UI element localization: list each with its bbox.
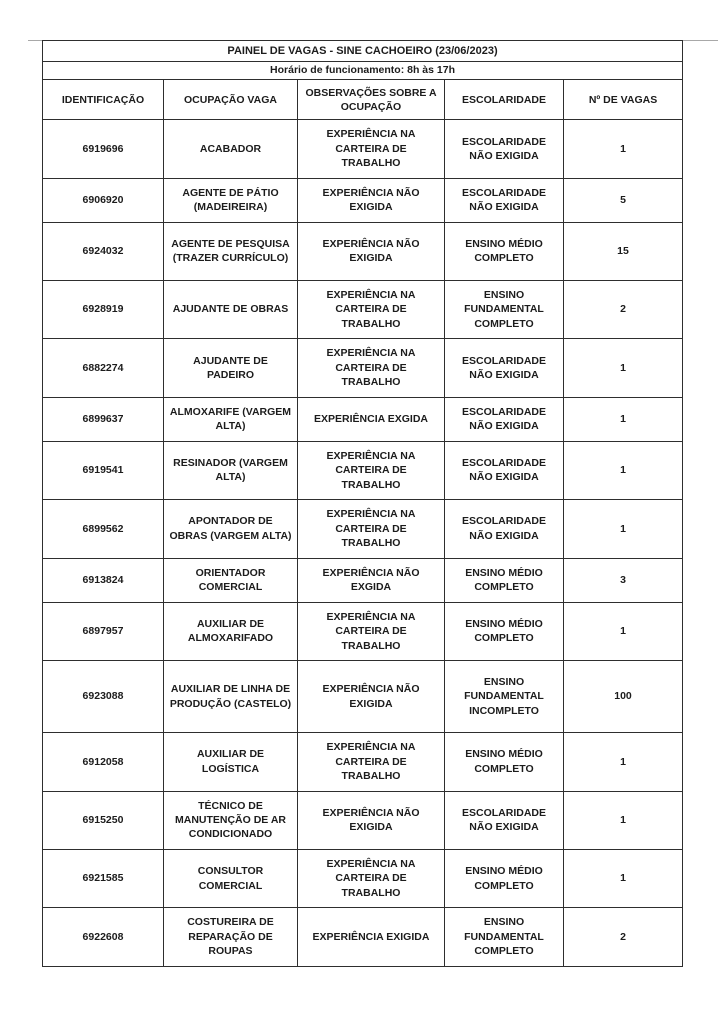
column-header-identificacao: IDENTIFICAÇÃO: [43, 80, 164, 120]
cell-ocupacao-vaga: AGENTE DE PESQUISA (TRAZER CURRÍCULO): [164, 222, 298, 280]
column-header-num-vagas: Nº DE VAGAS: [564, 80, 683, 120]
cell-num-vagas: 100: [564, 661, 683, 733]
cell-escolaridade: ENSINO MÉDIO COMPLETO: [445, 558, 564, 602]
cell-ocupacao-vaga: COSTUREIRA DE REPARAÇÃO DE ROUPAS: [164, 908, 298, 966]
cell-escolaridade: ESCOLARIDADE NÃO EXIGIDA: [445, 339, 564, 397]
cell-ocupacao-vaga: AGENTE DE PÁTIO (MADEIREIRA): [164, 178, 298, 222]
cell-escolaridade: ENSINO MÉDIO COMPLETO: [445, 602, 564, 660]
cell-identificacao: 6921585: [43, 849, 164, 907]
cell-identificacao: 6919541: [43, 441, 164, 499]
table-row: [43, 178, 683, 222]
cell-num-vagas: 2: [564, 908, 683, 966]
column-header-observacoes: OBSERVAÇÕES SOBRE A OCUPAÇÃO: [298, 80, 445, 120]
cell-num-vagas: 1: [564, 791, 683, 849]
cell-num-vagas: 1: [564, 339, 683, 397]
table-row: [43, 397, 683, 441]
cell-observacoes: EXPERIÊNCIA NA CARTEIRA DE TRABALHO: [298, 500, 445, 558]
vacancy-table: [42, 40, 683, 967]
cell-identificacao: 6919696: [43, 120, 164, 178]
cell-ocupacao-vaga: ORIENTADOR COMERCIAL: [164, 558, 298, 602]
cell-num-vagas: 15: [564, 222, 683, 280]
cell-identificacao: 6923088: [43, 661, 164, 733]
table-row: [43, 733, 683, 791]
cell-num-vagas: 3: [564, 558, 683, 602]
table-row: [43, 791, 683, 849]
cell-num-vagas: 1: [564, 849, 683, 907]
cell-observacoes: EXPERIÊNCIA NA CARTEIRA DE TRABALHO: [298, 602, 445, 660]
cell-observacoes: EXPERIÊNCIA NÃO EXIGIDA: [298, 791, 445, 849]
cell-ocupacao-vaga: APONTADOR DE OBRAS (VARGEM ALTA): [164, 500, 298, 558]
table-title: PAINEL DE VAGAS - SINE CACHOEIRO (23/06/2023): [43, 41, 683, 62]
cell-observacoes: EXPERIÊNCIA NA CARTEIRA DE TRABALHO: [298, 280, 445, 338]
cell-identificacao: 6912058: [43, 733, 164, 791]
column-header-escolaridade: ESCOLARIDADE: [445, 80, 564, 120]
column-header-row: [43, 80, 683, 120]
cell-observacoes: EXPERIÊNCIA NÃO EXIGIDA: [298, 178, 445, 222]
table-row: [43, 280, 683, 338]
cell-identificacao: 6915250: [43, 791, 164, 849]
cell-observacoes: EXPERIÊNCIA NA CARTEIRA DE TRABALHO: [298, 441, 445, 499]
title-row: [43, 41, 683, 62]
table-subtitle: Horário de funcionamento: 8h às 17h: [43, 62, 683, 80]
cell-num-vagas: 1: [564, 397, 683, 441]
cell-observacoes: EXPERIÊNCIA NÃO EXIGIDA: [298, 661, 445, 733]
cell-observacoes: EXPERIÊNCIA EXIGIDA: [298, 908, 445, 966]
cell-escolaridade: ENSINO FUNDAMENTAL COMPLETO: [445, 280, 564, 338]
cell-identificacao: 6882274: [43, 339, 164, 397]
cell-num-vagas: 1: [564, 733, 683, 791]
cell-escolaridade: ESCOLARIDADE NÃO EXIGIDA: [445, 500, 564, 558]
cell-num-vagas: 1: [564, 500, 683, 558]
cell-escolaridade: ENSINO MÉDIO COMPLETO: [445, 733, 564, 791]
cell-escolaridade: ESCOLARIDADE NÃO EXIGIDA: [445, 178, 564, 222]
cell-escolaridade: ESCOLARIDADE NÃO EXIGIDA: [445, 120, 564, 178]
cell-identificacao: 6899637: [43, 397, 164, 441]
table-row: [43, 441, 683, 499]
subtitle-row: [43, 62, 683, 80]
table-row: [43, 908, 683, 966]
cell-observacoes: EXPERIÊNCIA NA CARTEIRA DE TRABALHO: [298, 733, 445, 791]
cell-num-vagas: 5: [564, 178, 683, 222]
table-row: [43, 120, 683, 178]
cell-observacoes: EXPERIÊNCIA NÃO EXIGIDA: [298, 222, 445, 280]
cell-escolaridade: ENSINO MÉDIO COMPLETO: [445, 222, 564, 280]
table-row: [43, 558, 683, 602]
cell-num-vagas: 2: [564, 280, 683, 338]
table-body: [43, 120, 683, 966]
table-row: [43, 602, 683, 660]
table-row: [43, 339, 683, 397]
cell-ocupacao-vaga: AJUDANTE DE OBRAS: [164, 280, 298, 338]
cell-identificacao: 6906920: [43, 178, 164, 222]
cell-ocupacao-vaga: AUXILIAR DE LINHA DE PRODUÇÃO (CASTELO): [164, 661, 298, 733]
cell-escolaridade: ESCOLARIDADE NÃO EXIGIDA: [445, 791, 564, 849]
cell-ocupacao-vaga: RESINADOR (VARGEM ALTA): [164, 441, 298, 499]
cell-identificacao: 6922608: [43, 908, 164, 966]
cell-identificacao: 6899562: [43, 500, 164, 558]
cell-observacoes: EXPERIÊNCIA EXGIDA: [298, 397, 445, 441]
cell-escolaridade: ENSINO MÉDIO COMPLETO: [445, 849, 564, 907]
cell-escolaridade: ESCOLARIDADE NÃO EXIGIDA: [445, 397, 564, 441]
cell-escolaridade: ENSINO FUNDAMENTAL INCOMPLETO: [445, 661, 564, 733]
cell-num-vagas: 1: [564, 602, 683, 660]
cell-ocupacao-vaga: AJUDANTE DE PADEIRO: [164, 339, 298, 397]
cell-identificacao: 6913824: [43, 558, 164, 602]
cell-ocupacao-vaga: AUXILIAR DE ALMOXARIFADO: [164, 602, 298, 660]
cell-identificacao: 6924032: [43, 222, 164, 280]
cell-ocupacao-vaga: ACABADOR: [164, 120, 298, 178]
cell-identificacao: 6928919: [43, 280, 164, 338]
cell-num-vagas: 1: [564, 441, 683, 499]
cell-num-vagas: 1: [564, 120, 683, 178]
cell-ocupacao-vaga: AUXILIAR DE LOGÍSTICA: [164, 733, 298, 791]
cell-observacoes: EXPERIÊNCIA NA CARTEIRA DE TRABALHO: [298, 339, 445, 397]
cell-ocupacao-vaga: ALMOXARIFE (VARGEM ALTA): [164, 397, 298, 441]
table-row: [43, 849, 683, 907]
table-row: [43, 661, 683, 733]
cell-observacoes: EXPERIÊNCIA NA CARTEIRA DE TRABALHO: [298, 120, 445, 178]
table-row: [43, 222, 683, 280]
column-header-ocupacao-vaga: OCUPAÇÃO VAGA: [164, 80, 298, 120]
cell-observacoes: EXPERIÊNCIA NÃO EXGIDA: [298, 558, 445, 602]
cell-escolaridade: ENSINO FUNDAMENTAL COMPLETO: [445, 908, 564, 966]
cell-escolaridade: ESCOLARIDADE NÃO EXIGIDA: [445, 441, 564, 499]
cell-observacoes: EXPERIÊNCIA NA CARTEIRA DE TRABALHO: [298, 849, 445, 907]
cell-ocupacao-vaga: TÉCNICO DE MANUTENÇÃO DE AR CONDICIONADO: [164, 791, 298, 849]
table-row: [43, 500, 683, 558]
cell-identificacao: 6897957: [43, 602, 164, 660]
cell-ocupacao-vaga: CONSULTOR COMERCIAL: [164, 849, 298, 907]
